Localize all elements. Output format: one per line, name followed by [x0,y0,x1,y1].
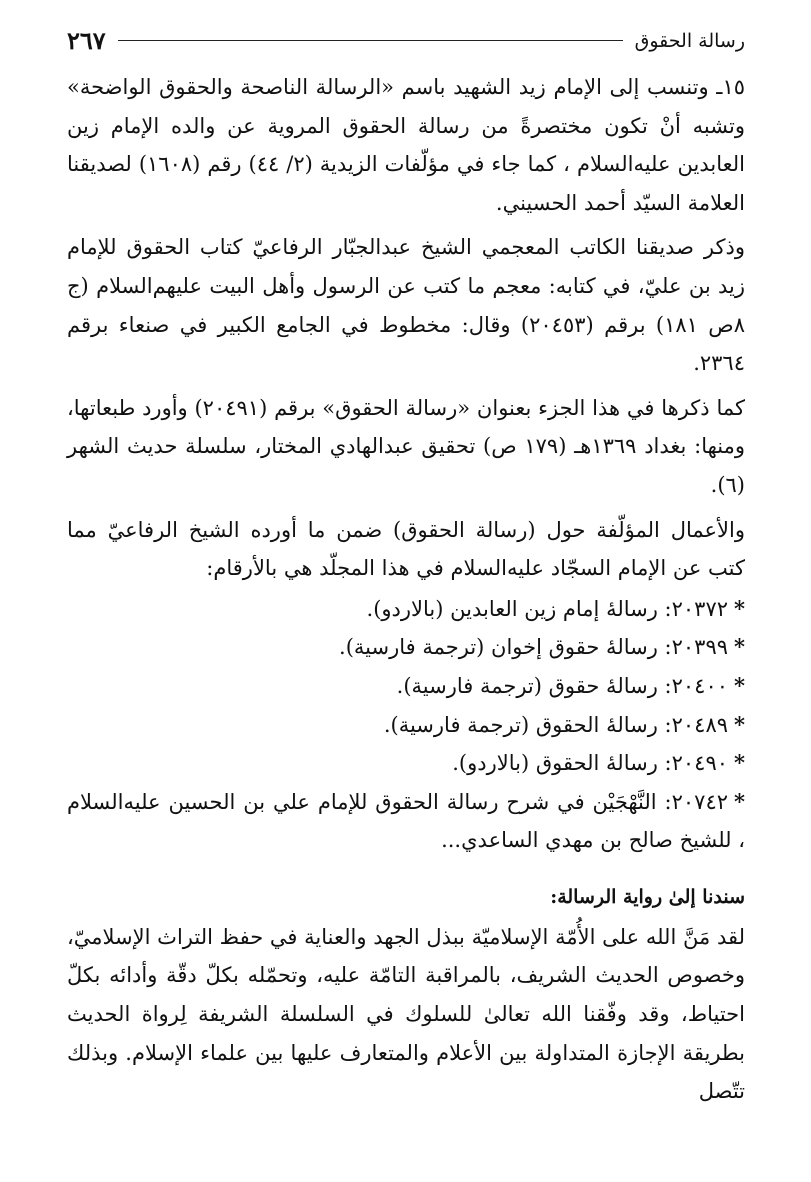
list-item-text: ٢٠٤٠٠: رسالهٔ حقوق (ترجمة فارسية). [396,673,729,698]
list-item-text: ٢٠٤٩٠: رسالهٔ الحقوق (بالاردو). [452,751,729,776]
page-body [67,68,745,1111]
list-item [67,590,745,629]
list-item-text: ٢٠٣٩٩: رسالهٔ حقوق إخوان (ترجمة فارسية). [339,635,729,660]
paragraph-rifai-mention: وذكر صديقنا الكاتب المعجمي الشيخ عبدالجبّار الرفاعيّ كتاب الحقوق للإمام زيد بن عليّ، في كتابه: معجم ما كتب عن الرسول وأهل البيت عليهم‌السلام (ج ٨ص ١٨١) برقم (٢٠٤٥٣) وقال: مخطوط في الجامع الكبير في صنعاء برقم ٢٣٦٤. [67,235,745,376]
list-item-text: ٢٠٤٨٩: رسالهٔ الحقوق (ترجمة فارسية). [383,712,729,737]
list-item [67,744,745,783]
list-item-text: ٢٠٧٤٢: النَّهْجَيْن في شرح رسالة الحقوق للإمام علي بن الحسين عليه‌السلام ، للشيخ صالح بن مهدي الساعدي... [67,789,745,853]
list-marker: * [734,672,745,698]
paragraph-edition: كما ذكرها في هذا الجزء بعنوان «رسالة الحقوق» برقم (٢٠٤٩١) وأورد طبعاتها، ومنها: بغداد ١٣٦٩هـ (١٧٩ ص) تحقيق عبدالهادي المختار، سلسلة حديث الشهر (٦). [67,395,745,497]
list-marker: * [734,595,745,621]
list-marker: * [734,788,745,814]
paragraph-works-intro: والأعمال المؤلّفة حول (رسالة الحقوق) ضمن ما أورده الشيخ الرفاعيّ مما كتب عن الإمام السجّاد عليه‌السلام في هذا المجلّد هي بالأرقام: [67,517,745,581]
paragraph-15: ١٥ـ وتنسب إلى الإمام زيد الشهيد باسم «الرسالة الناصحة والحقوق الواضحة» وتشبه أنْ تكون مختصرةً من رسالة الحقوق المروية عن والده الإمام زين العابدين عليه‌السلام ، كما جاء في مؤلّفات الزيدية (٢/ ٤٤) رقم (١٦٠٨) لصديقنا العلامة السيّد أحمد الحسيني. [67,75,745,215]
section-heading: سندنا إلىٰ رواية الرسالة: [550,885,745,908]
list-marker: * [734,634,745,660]
section-paragraph: لقد مَنَّ الله على الأُمّة الإسلاميّة ببذل الجهد والعناية في حفظ التراث الإسلاميّ، وخصوص الحديث الشريف، بالمراقبة التامّة عليه، وتحمّله بكلّ دقّة وأدائه بكلّ احتياط، وقد وفّقنا الله تعالىٰ للسلوك في السلسلة الشريفة لِرواة الحديث بطريقة الإجازة المتداولة بين الأعلام والمتعارف عليها بين علماء الإسلام. وبذلك تتّصل [67,924,745,1104]
running-title: رسالة الحقوق [634,29,745,52]
list-item-text: ٢٠٣٧٢: رسالهٔ إمام زين العابدين (بالاردو). [366,596,729,621]
works-list [67,590,745,860]
list-item [67,628,745,667]
list-item [67,667,745,706]
page-number: ٢٦٧ [67,26,106,55]
page-header [67,26,745,55]
list-marker: * [734,711,745,737]
list-item [67,706,745,745]
list-marker: * [734,750,745,776]
header-rule [118,40,623,41]
list-item [67,783,745,860]
